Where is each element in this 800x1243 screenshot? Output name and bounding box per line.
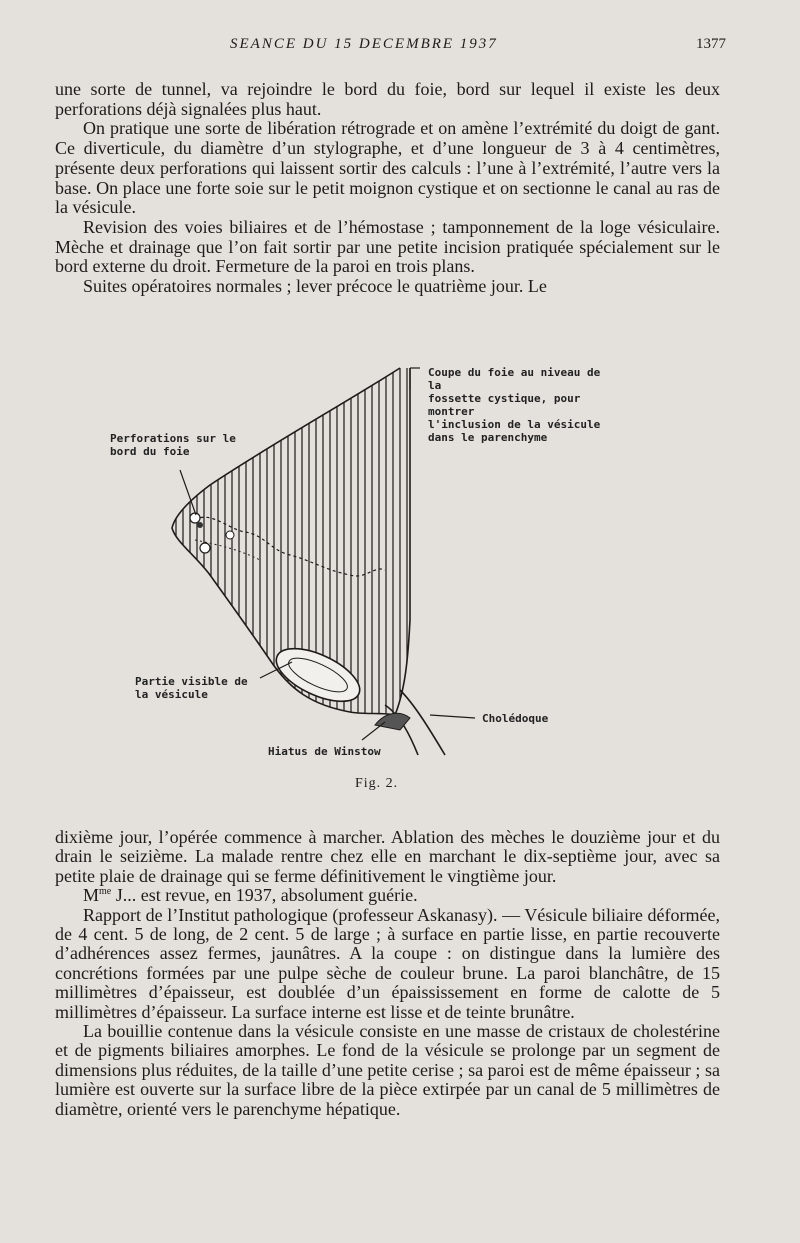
paragraph: On pratique une sorte de libération rétrograde et on amène l’extrémité du doigt de gant. Ce diverticule, du diamètre d’un stylographe, et d’une longueur de 3 à 4 centimètres, présente deux perforations qui laissent sortir des calculs : l’une à l’extrémité, l’autre vers la base. On place une forte soie sur le petit moignon cystique et on sectionne le canal au ras de la vésicule. bbox=[55, 118, 720, 218]
running-title: SEANCE DU 15 DECEMBRE 1937 bbox=[230, 36, 498, 52]
abbr-mme-m: M bbox=[83, 885, 100, 906]
paragraph: La bouillie contenue dans la vésicule consiste en une masse de cristaux de cholestérine et de pigments biliaires amorphes. Le fond de la vésicule se prolonge par un segment de dimensions plus réduites, de la taille d’une petite cerise ; sa paroi est de même épaisseur ; sa lumière est ouverte sur la surface libre de la pièce extirpée par un canal de 5 millimètres de diamètre, orienté vers le parenchyme hépatique. bbox=[55, 1021, 720, 1119]
abbr-mme-sup: me bbox=[99, 886, 112, 898]
gallbladder-shape bbox=[269, 638, 367, 712]
paragraph: dixième jour, l’opérée commence à marcher. Ablation des mèches le douzième jour et du drain le seizième. La malade rentre chez elle en marchant le dix-septième jour, avec sa petite plaie de drainage qui se ferme définitivement le vingtième jour. bbox=[55, 827, 720, 886]
paragraph-text: J... est revue, en 1937, absolument guérie. bbox=[111, 885, 418, 906]
label-choledoque: Cholédoque bbox=[482, 712, 549, 725]
label-coupe: Coupe du foie au niveau de la fossette cystique, pour montrer l'inclusion de la vésicule dans le parenchyme bbox=[428, 366, 601, 444]
paragraph bbox=[55, 886, 720, 905]
dotted-tunnel bbox=[195, 517, 385, 576]
page-number: 1377 bbox=[696, 36, 726, 52]
label-perforations: Perforations sur le bord du foie bbox=[110, 432, 236, 458]
figure-liver-section bbox=[100, 360, 620, 770]
label-partie-visible: Partie visible de la vésicule bbox=[135, 675, 248, 701]
text-block-bottom bbox=[55, 828, 720, 1119]
page-header bbox=[55, 36, 726, 60]
paragraph: une sorte de tunnel, va rejoindre le bord du foie, bord sur lequel il existe les deux perforations déjà signalées plus haut. bbox=[55, 79, 720, 119]
text-block-top bbox=[55, 80, 720, 297]
paragraph: Rapport de l’Institut pathologique (professeur Askanasy). — Vésicule biliaire déformée, de 4 cent. 5 de long, de 2 cent. 5 de large ; à surface en partie lisse, en partie recouverte d’adhérences assez fermes, jaunâtres. A la coupe : on distingue dans la lumière des concrétions formées par une pulpe sèche de couleur brune. La paroi blanchâtre, de 15 millimètres d’épaisseur, est doublée d’un épaississement en forme de calotte de 5 millimètres d’épaisseur. La surface interne est lisse et de teinte brunâtre. bbox=[55, 904, 720, 1022]
figure-caption: Fig. 2. bbox=[355, 776, 399, 791]
paragraph: Suites opératoires normales ; lever précoce le quatrième jour. Le bbox=[83, 276, 547, 297]
label-hiatus: Hiatus de Winstow bbox=[268, 745, 381, 758]
paragraph: Revision des voies biliaires et de l’hémostase ; tamponnement de la loge vésiculaire. Mèche et drainage que l’on fait sortir par une petite incision pratiquée spécialement sur le bord externe du droit. Fermeture de la paroi en trois plans. bbox=[55, 216, 720, 277]
